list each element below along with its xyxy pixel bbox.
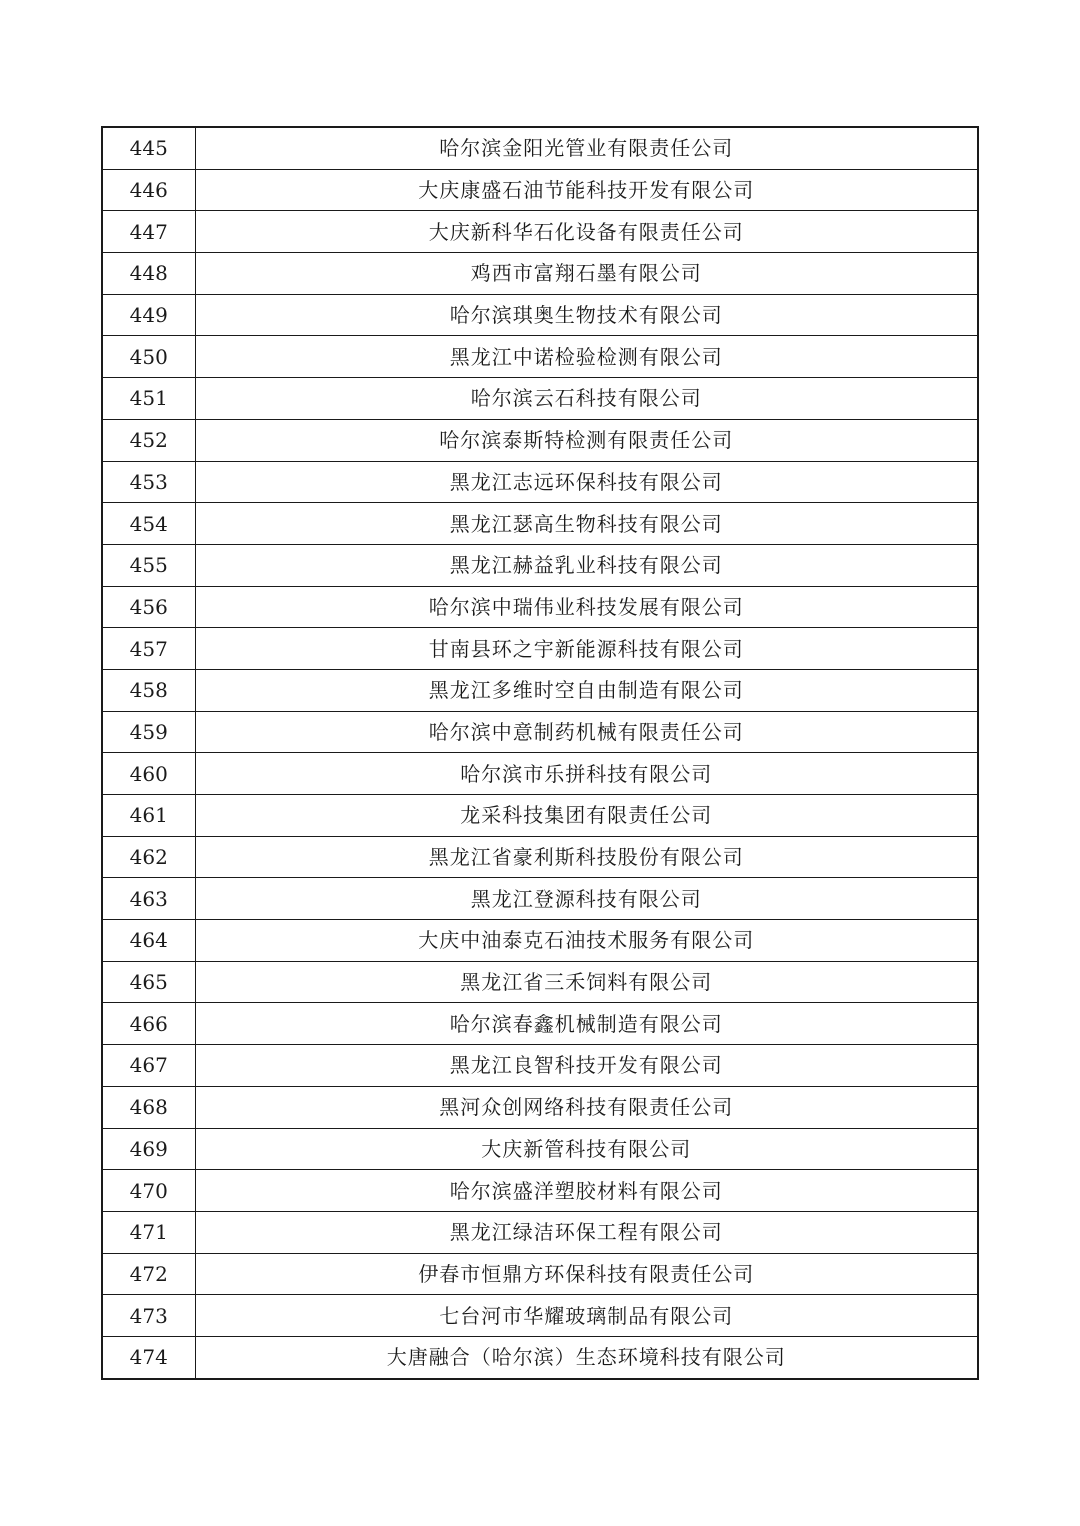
table-row <box>102 1336 978 1378</box>
table-row <box>102 920 978 962</box>
row-number: 460 <box>102 753 195 795</box>
table-row <box>102 1253 978 1295</box>
row-number: 466 <box>102 1003 195 1045</box>
company-name: 伊春市恒鼎方环保科技有限责任公司 <box>195 1253 978 1295</box>
row-number: 450 <box>102 336 195 378</box>
table-row <box>102 795 978 837</box>
row-number: 457 <box>102 628 195 670</box>
company-name: 大庆新管科技有限公司 <box>195 1128 978 1170</box>
company-name: 哈尔滨市乐拼科技有限公司 <box>195 753 978 795</box>
company-list-body <box>102 127 978 1379</box>
table-row <box>102 669 978 711</box>
company-name: 哈尔滨中瑞伟业科技发展有限公司 <box>195 586 978 628</box>
table-row <box>102 1295 978 1337</box>
table-row <box>102 336 978 378</box>
company-name: 大庆新科华石化设备有限责任公司 <box>195 211 978 253</box>
company-name: 七台河市华耀玻璃制品有限公司 <box>195 1295 978 1337</box>
company-name: 黑龙江瑟高生物科技有限公司 <box>195 503 978 545</box>
row-number: 470 <box>102 1170 195 1212</box>
row-number: 473 <box>102 1295 195 1337</box>
company-name: 黑龙江省豪利斯科技股份有限公司 <box>195 836 978 878</box>
row-number: 452 <box>102 419 195 461</box>
table-row <box>102 127 978 169</box>
company-name: 黑龙江赫益乳业科技有限公司 <box>195 544 978 586</box>
row-number: 456 <box>102 586 195 628</box>
table-row <box>102 169 978 211</box>
company-name: 哈尔滨泰斯特检测有限责任公司 <box>195 419 978 461</box>
table-row <box>102 628 978 670</box>
table-row <box>102 753 978 795</box>
row-number: 472 <box>102 1253 195 1295</box>
company-name: 哈尔滨云石科技有限公司 <box>195 378 978 420</box>
row-number: 461 <box>102 795 195 837</box>
table-row <box>102 836 978 878</box>
row-number: 453 <box>102 461 195 503</box>
row-number: 459 <box>102 711 195 753</box>
table-row <box>102 461 978 503</box>
company-name: 黑龙江绿洁环保工程有限公司 <box>195 1211 978 1253</box>
row-number: 455 <box>102 544 195 586</box>
row-number: 471 <box>102 1211 195 1253</box>
company-name: 黑龙江多维时空自由制造有限公司 <box>195 669 978 711</box>
company-name: 大庆中油泰克石油技术服务有限公司 <box>195 920 978 962</box>
table-row <box>102 1128 978 1170</box>
table-row <box>102 544 978 586</box>
table-row <box>102 711 978 753</box>
table-row <box>102 1211 978 1253</box>
row-number: 454 <box>102 503 195 545</box>
company-name: 黑河众创网络科技有限责任公司 <box>195 1086 978 1128</box>
company-name: 黑龙江志远环保科技有限公司 <box>195 461 978 503</box>
company-name: 哈尔滨盛洋塑胶材料有限公司 <box>195 1170 978 1212</box>
company-name: 鸡西市富翔石墨有限公司 <box>195 253 978 295</box>
row-number: 464 <box>102 920 195 962</box>
table-row <box>102 211 978 253</box>
table-row <box>102 1003 978 1045</box>
table-row <box>102 253 978 295</box>
company-list-table <box>101 126 979 1380</box>
table-row <box>102 378 978 420</box>
company-name: 黑龙江良智科技开发有限公司 <box>195 1045 978 1087</box>
table-row <box>102 1086 978 1128</box>
company-name: 黑龙江省三禾饲料有限公司 <box>195 961 978 1003</box>
company-name: 哈尔滨金阳光管业有限责任公司 <box>195 127 978 169</box>
row-number: 463 <box>102 878 195 920</box>
row-number: 446 <box>102 169 195 211</box>
row-number: 468 <box>102 1086 195 1128</box>
company-name: 龙采科技集团有限责任公司 <box>195 795 978 837</box>
table-row <box>102 294 978 336</box>
table-row <box>102 961 978 1003</box>
company-name: 甘南县环之宇新能源科技有限公司 <box>195 628 978 670</box>
row-number: 458 <box>102 669 195 711</box>
company-name: 哈尔滨春鑫机械制造有限公司 <box>195 1003 978 1045</box>
row-number: 469 <box>102 1128 195 1170</box>
row-number: 447 <box>102 211 195 253</box>
table-row <box>102 878 978 920</box>
table-row <box>102 586 978 628</box>
table-row <box>102 503 978 545</box>
row-number: 474 <box>102 1336 195 1378</box>
table-row <box>102 1170 978 1212</box>
row-number: 462 <box>102 836 195 878</box>
company-name: 大庆康盛石油节能科技开发有限公司 <box>195 169 978 211</box>
row-number: 467 <box>102 1045 195 1087</box>
table-row <box>102 419 978 461</box>
row-number: 449 <box>102 294 195 336</box>
company-name: 黑龙江中诺检验检测有限公司 <box>195 336 978 378</box>
row-number: 445 <box>102 127 195 169</box>
row-number: 448 <box>102 253 195 295</box>
row-number: 451 <box>102 378 195 420</box>
table-row <box>102 1045 978 1087</box>
row-number: 465 <box>102 961 195 1003</box>
company-name: 哈尔滨琪奥生物技术有限公司 <box>195 294 978 336</box>
company-name: 大唐融合（哈尔滨）生态环境科技有限公司 <box>195 1336 978 1378</box>
company-name: 黑龙江登源科技有限公司 <box>195 878 978 920</box>
company-name: 哈尔滨中意制药机械有限责任公司 <box>195 711 978 753</box>
